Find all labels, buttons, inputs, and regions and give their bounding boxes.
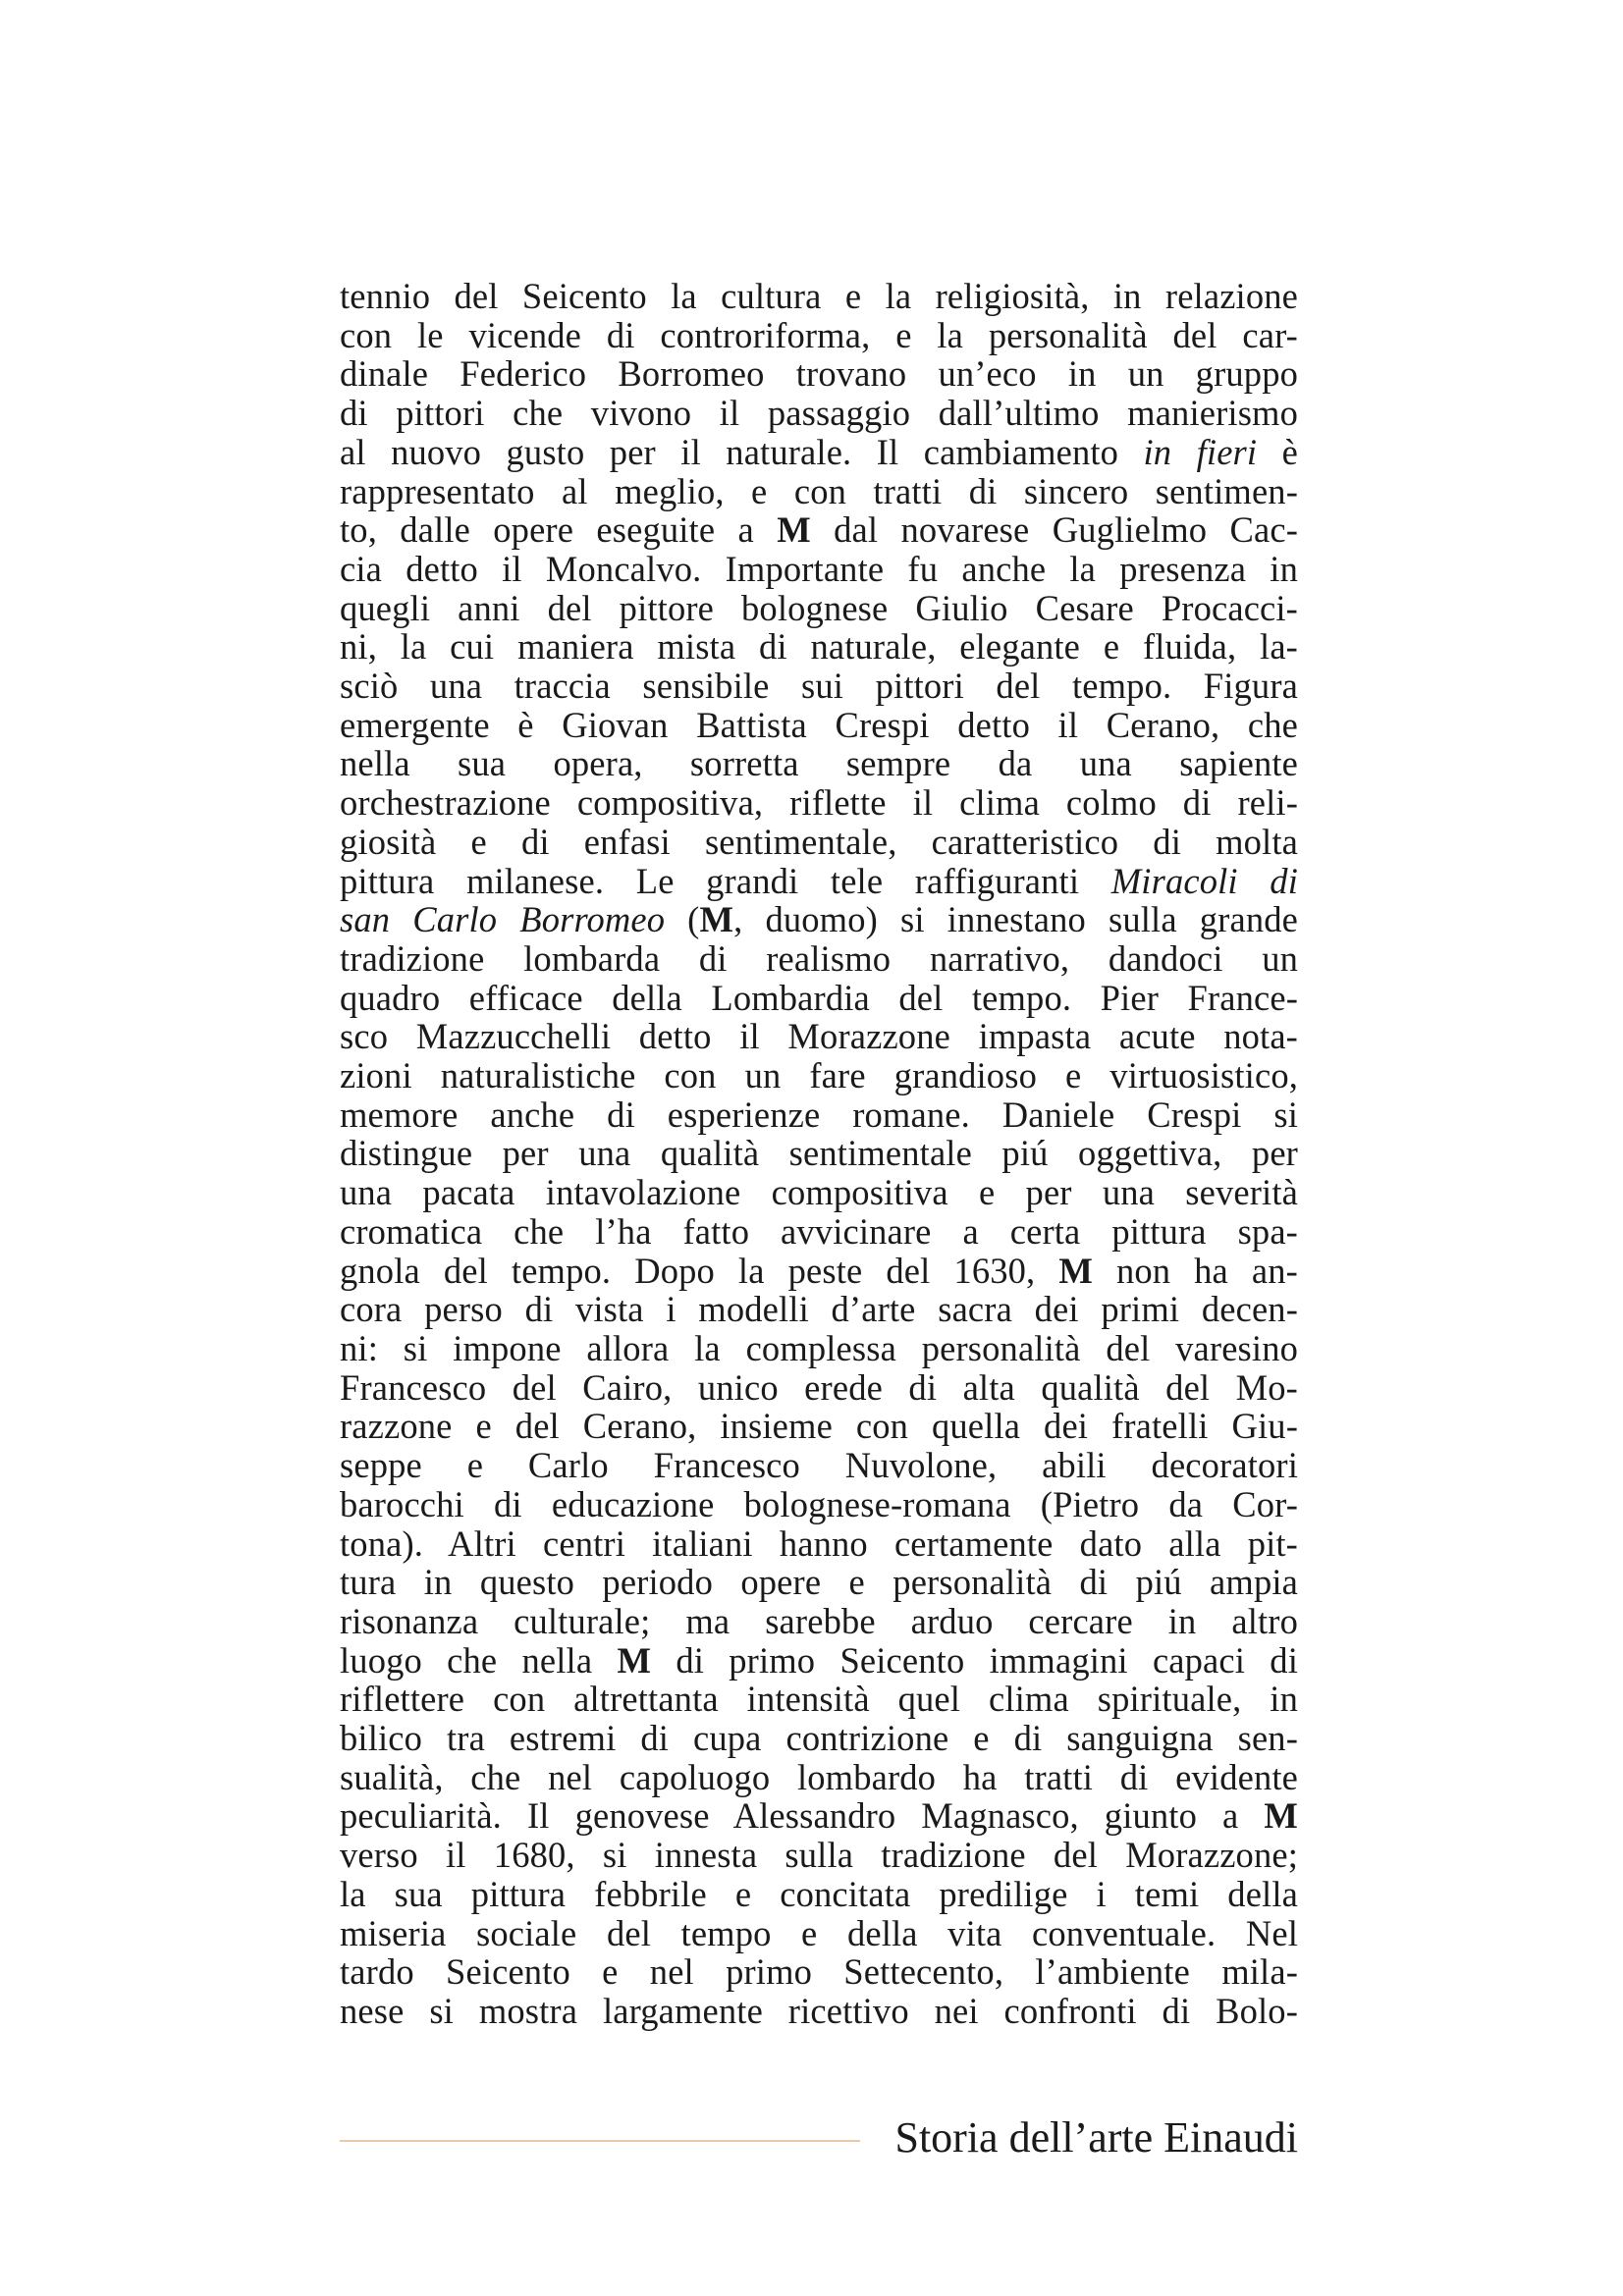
text-segment: è (1257, 431, 1298, 472)
text-line: distingue per una qualità sentimentale piú oggettiva, per (340, 1133, 1298, 1174)
text-segment: al nuovo gusto per il naturale. Il cambiamento (340, 431, 1144, 472)
text-line: rappresentato al meglio, e con tratti di sincero sentimen- (340, 470, 1298, 511)
text-line: con le vicende di controriforma, e la personalità del car- (340, 314, 1298, 355)
text-line: la sua pittura febbrile e concitata predilige i temi della (340, 1873, 1298, 1914)
text-line: barocchi di educazione bolognese-romana (Pietro da Cor- (340, 1483, 1298, 1524)
text-line: emergente è Giovan Battista Crespi detto il Cerano, che (340, 704, 1298, 745)
text-segment: di primo Seicento immagini capaci di (651, 1639, 1298, 1681)
text-segment: luogo che nella (340, 1639, 618, 1681)
text-segment: to, dalle opere eseguite a (340, 509, 778, 551)
text-segment: , duomo) si innestano sulla grande (733, 899, 1298, 940)
text-line: razzone e del Cerano, insieme con quella dei fratelli Giu- (340, 1406, 1298, 1447)
bold-segment: M (777, 509, 811, 551)
text-line: orchestrazione compositiva, riflette il clima colmo di reli- (340, 782, 1298, 824)
text-line: zioni naturalistiche con un fare grandioso e virtuosistico, (340, 1055, 1298, 1096)
text-line (340, 1796, 1298, 1836)
bold-segment: M (1058, 1250, 1093, 1291)
italic-segment: in fieri (1143, 431, 1258, 472)
text-line: sciò una traccia sensibile sui pittori del tempo. Figura (340, 666, 1298, 707)
italic-segment: Miracoli di (1110, 860, 1298, 901)
text-line: bilico tra estremi di cupa contrizione e di sanguigna sen- (340, 1718, 1298, 1759)
text-line: una pacata intavolazione compositiva e per una severità (340, 1172, 1298, 1213)
text-line (340, 862, 1298, 901)
text-line (340, 900, 1298, 939)
text-line: tura in questo periodo opere e personalità di piú ampia (340, 1562, 1298, 1603)
text-line (340, 1641, 1298, 1681)
text-line: tona). Altri centri italiani hanno certamente dato alla pit- (340, 1522, 1298, 1564)
body-text (340, 277, 1298, 2031)
text-segment: gnola del tempo. Dopo la peste del 1630, (340, 1250, 1059, 1291)
footer-title: Storia dell’arte Einaudi (894, 2113, 1298, 2162)
text-line (340, 510, 1298, 550)
text-segment: ( (665, 899, 700, 940)
text-line: cia detto il Moncalvo. Importante fu anche la presenza in (340, 548, 1298, 589)
text-line: nella sua opera, sorretta sempre da una sapiente (340, 743, 1298, 784)
bold-segment: M (1264, 1795, 1298, 1837)
text-line (340, 1252, 1298, 1291)
text-line: nese si mostra largamente ricettivo nei confronti di Bolo- (340, 1990, 1298, 2031)
text-line: cromatica che l’ha fatto avvicinare a certa pittura spa- (340, 1210, 1298, 1252)
italic-segment: san Carlo Borromeo (340, 899, 666, 940)
footer-rule (340, 2140, 860, 2142)
text-line: sualità, che nel capoluogo lombardo ha tratti di evidente (340, 1756, 1298, 1797)
text-line: tradizione lombarda di realismo narrativo, dandoci un (340, 937, 1298, 979)
page-footer (340, 2110, 1298, 2169)
text-line: sco Mazzucchelli detto il Morazzone impasta acute nota- (340, 1016, 1298, 1057)
text-line: riflettere con altrettanta intensità quel clima spirituale, in (340, 1679, 1298, 1720)
text-line: seppe e Carlo Francesco Nuvolone, abili decoratori (340, 1445, 1298, 1486)
text-line: Francesco del Cairo, unico erede di alta qualità del Mo- (340, 1366, 1298, 1408)
text-line: quadro efficace della Lombardia del tempo. Pier France- (340, 977, 1298, 1018)
text-line: cora perso di vista i modelli d’arte sacra dei primi decen- (340, 1289, 1298, 1330)
text-line: memore anche di esperienze romane. Daniele Crespi si (340, 1094, 1298, 1135)
text-line: quegli anni del pittore bolognese Giulio Cesare Procacci- (340, 587, 1298, 628)
text-line: di pittori che vivono il passaggio dall’ultimo manierismo (340, 393, 1298, 434)
text-line: giosità e di enfasi sentimentale, caratteristico di molta (340, 821, 1298, 862)
text-line: ni: si impone allora la complessa personalità del varesino (340, 1327, 1298, 1368)
text-line: tennio del Seicento la cultura e la religiosità, in relazione (340, 276, 1298, 316)
bold-segment: M (617, 1639, 652, 1681)
bold-segment: M (699, 899, 734, 940)
text-segment: pittura milanese. Le grandi tele raffiguranti (340, 860, 1111, 901)
text-line: miseria sociale del tempo e della vita conventuale. Nel (340, 1912, 1298, 1953)
text-segment: peculiarità. Il genovese Alessandro Magnasco, giunto a (340, 1795, 1265, 1837)
text-line (340, 433, 1298, 472)
text-line: verso il 1680, si innesta sulla tradizione del Morazzone; (340, 1835, 1298, 1876)
text-line: tardo Seicento e nel primo Settecento, l’ambiente mila- (340, 1951, 1298, 1993)
text-line: risonanza culturale; ma sarebbe arduo cercare in altro (340, 1600, 1298, 1641)
text-segment: non ha an- (1092, 1250, 1298, 1291)
text-line: dinale Federico Borromeo trovano un’eco in un gruppo (340, 353, 1298, 395)
text-segment: dal novarese Guglielmo Cac- (810, 509, 1298, 551)
text-line: ni, la cui maniera mista di naturale, elegante e fluida, la- (340, 626, 1298, 667)
